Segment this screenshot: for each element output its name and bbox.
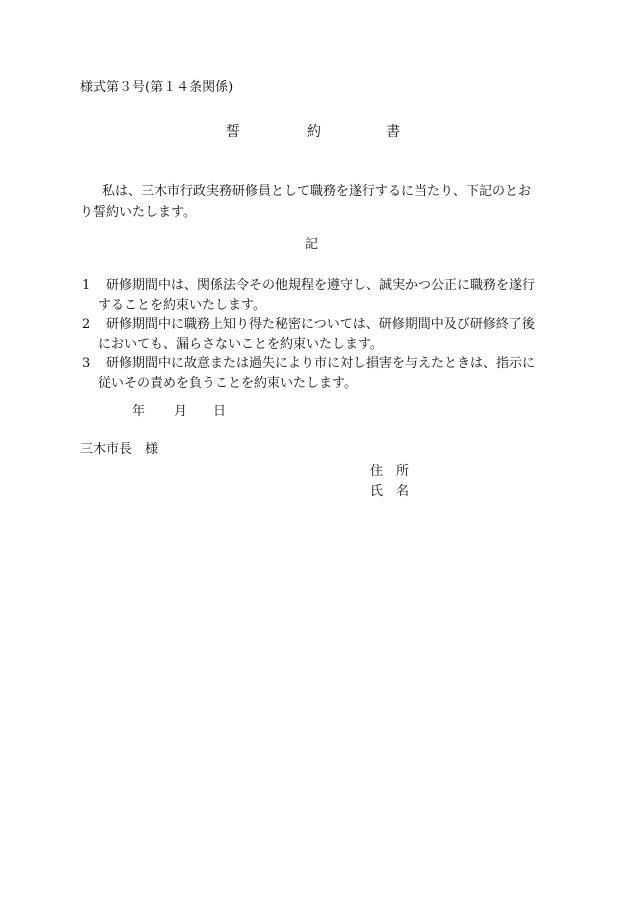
- addressee: 三木市長 様: [80, 442, 159, 457]
- title-char-1: 誓: [226, 124, 240, 140]
- ki-heading: 記: [305, 237, 319, 252]
- form-number: 様式第３号(第１４条関係): [80, 80, 234, 95]
- signature-block: [370, 462, 409, 502]
- pledge-item-2: [80, 315, 560, 354]
- intro-line-2: り誓約いたします。: [80, 205, 196, 220]
- date-day: 日: [213, 404, 227, 419]
- document-title: [0, 125, 630, 141]
- pledge-line-1: 研修期間中に故意または過失により市に対し損害を与えたときは、指示に: [106, 356, 536, 371]
- address-label: 住 所: [370, 464, 410, 479]
- date-month: 月: [174, 404, 188, 419]
- date-year: 年: [132, 404, 146, 419]
- pledge-line-2: においても、漏らさないことを約束いたします。: [98, 336, 383, 352]
- pledge-number: 2: [82, 317, 91, 332]
- title-char-2: 約: [307, 124, 321, 140]
- intro-paragraph: [80, 181, 560, 223]
- intro-line-1: 私は、三木市行政実務研修員として職務を遂行するに当たり、下記のとお: [102, 184, 532, 199]
- pledge-line-2: 従いその責めを負うことを約束いたします。: [98, 375, 357, 391]
- pledge-number: 1: [82, 278, 91, 293]
- name-label: 氏 名: [370, 484, 410, 499]
- pledge-line-1: 研修期間中に職務上知り得た秘密については、研修期間中及び研修終了後: [106, 317, 535, 332]
- pledge-list: [80, 276, 560, 393]
- title-char-3: 書: [386, 124, 400, 140]
- date-line: [0, 405, 630, 421]
- pledge-line-1: 研修期間中は、関係法令その他規程を遵守し、誠実かつ公正に職務を遂行: [106, 278, 536, 293]
- pledge-line-2: することを約束いたします。: [98, 297, 266, 313]
- pledge-number: 3: [82, 356, 91, 371]
- pledge-item-3: [80, 354, 560, 393]
- pledge-item-1: [80, 276, 560, 315]
